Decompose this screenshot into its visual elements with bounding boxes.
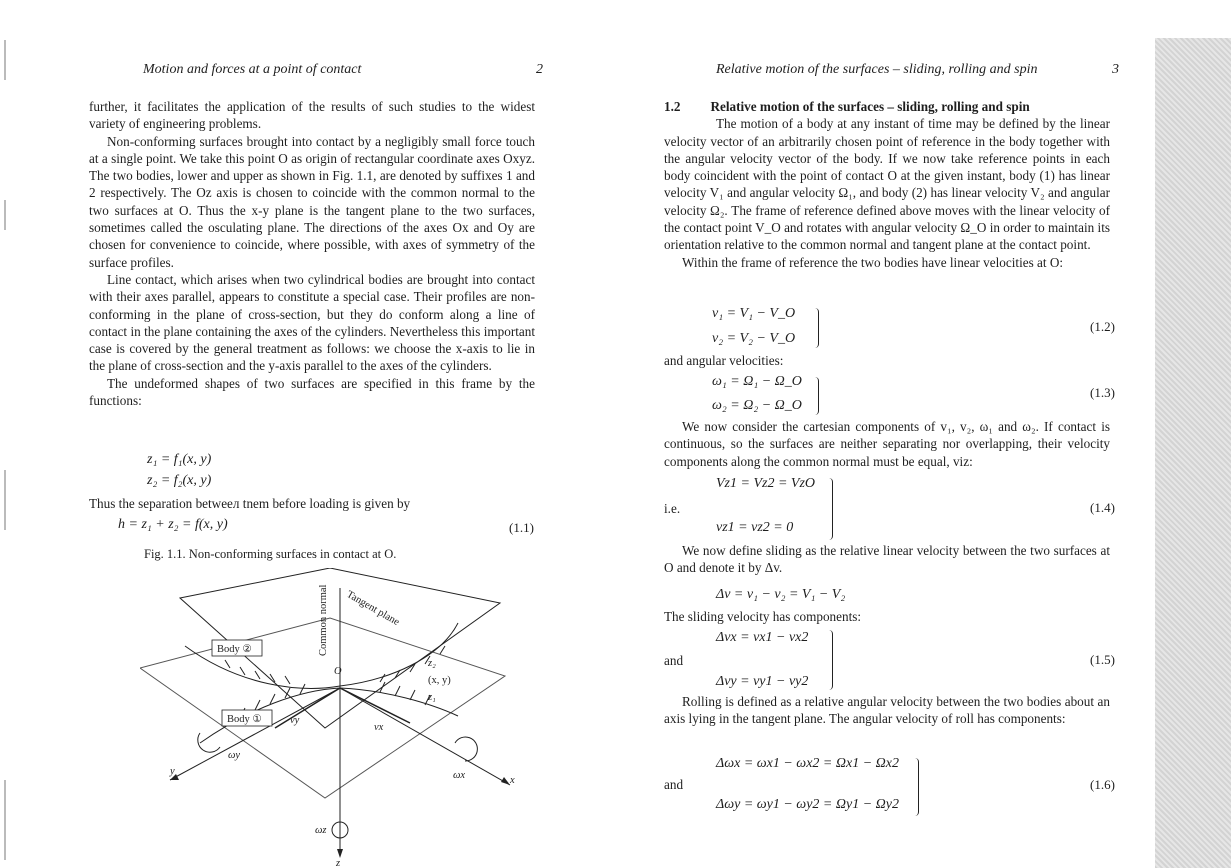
equation-delta-vy: Δvy = vy1 − vy2 [716, 674, 809, 689]
label-y: y [170, 766, 175, 777]
label-origin: O [334, 666, 342, 677]
label-common-normal: Common normal [318, 584, 329, 656]
equation-delta-v: Δv = v₁ − v₂ = V₁ − V₂ [716, 587, 846, 602]
label-wz: ωz [315, 825, 327, 836]
equation-delta-wx: Δωx = ωx1 − ωx2 = Ωx1 − Ωx2 [716, 756, 899, 771]
brace-1-2 [812, 308, 819, 348]
contact-figure [140, 568, 540, 868]
right-paragraph-6-block [664, 693, 1110, 728]
label-vy: vy [290, 715, 300, 726]
equation-Vz: Vz1 = Vz2 = VzO [716, 476, 816, 491]
left-paragraph-4: The undeformed shapes of two surfaces are specified in this frame by the functions: [89, 375, 535, 409]
equation-delta-vx: Δvx = vx1 − vx2 [716, 630, 809, 645]
label-body1: Body ① [227, 714, 262, 725]
and-label-1: and [664, 653, 684, 668]
label-xy: (x, y) [428, 675, 451, 686]
equation-h: h = z₁ + z₂ = f(x, y) [118, 517, 228, 532]
label-z: z [336, 858, 341, 868]
label-z1: z₁ [428, 692, 436, 703]
brace-1-5 [826, 630, 833, 690]
label-vx: vx [374, 722, 384, 733]
brace-1-4 [826, 478, 833, 540]
right-page-number: 3 [1112, 62, 1119, 77]
ie-label: i.e. [664, 501, 681, 516]
figure-caption: Fig. 1.1. Non-conforming surfaces in contact at O. [144, 547, 397, 561]
left-running-header: Motion and forces at a point of contact [143, 62, 362, 77]
y-axis [170, 688, 340, 780]
label-tangent-plane: Tangent plane [344, 589, 402, 629]
label-x: x [510, 775, 515, 786]
right-running-header: Relative motion of the surfaces – sliding, rolling and spin [716, 62, 1038, 77]
equation-number-1-6: (1.6) [1090, 777, 1115, 792]
right-paragraph-5: The sliding velocity has components: [664, 609, 862, 624]
equation-z1: z₁ = f₁(x, y) [147, 452, 212, 467]
label-z2: z₂ [428, 658, 436, 669]
equation-number-1-1: (1.1) [509, 520, 534, 535]
left-paragraph-1: further, it facilitates the application of the results of such studies to the widest variety of engineering problems. [89, 99, 535, 132]
equation-number-1-5: (1.5) [1090, 652, 1115, 667]
section-title: Relative motion of the surfaces – sliding, rolling and spin [710, 99, 1030, 114]
left-body-text [89, 98, 535, 409]
equation-v2: v₂ = V₂ − V_O [712, 331, 796, 346]
equation-w2: ω₂ = Ω₂ − Ω_O [712, 398, 802, 413]
equation-number-1-4: (1.4) [1090, 500, 1115, 515]
separation-text: Thus the separation betweeл tnem before loading is given by [89, 496, 411, 511]
equation-w1: ω₁ = Ω₁ − Ω_O [712, 374, 802, 389]
scan-edge-stripe [1155, 38, 1231, 868]
left-paragraph-3: Line contact, which arises when two cylindrical bodies are brought into contact with their axes parallel, appears to constitute a special case. Their profiles are non-conforming in the plane of cross-section, but they do conform along a line of contact in the plane containing the axes of the cylinders. Nevertheless this important case is covered by the general treatment as follows: we choose the x-axis to lie in the plane of cross-section and the y-axis parallel to the axes of the cylinders. [89, 271, 535, 374]
equation-vz: vz1 = vz2 = 0 [716, 520, 794, 535]
equation-number-1-3: (1.3) [1090, 385, 1115, 400]
brace-1-6 [912, 758, 919, 816]
equation-z2: z₂ = f₂(x, y) [147, 473, 212, 488]
and-label-2: and [664, 777, 684, 792]
label-wy: ωy [228, 750, 241, 761]
angular-text: and angular velocities: [664, 353, 784, 368]
scan-gutter [4, 0, 7, 868]
equation-v1: v₁ = V₁ − V_O [712, 306, 796, 321]
right-paragraph-4-block [664, 542, 1110, 577]
section-number: 1.2 [664, 99, 681, 114]
label-wx: ωx [453, 770, 466, 781]
right-paragraph-1: The motion of a body at any instant of time may be defined by the linear velocity vector of an arbitrarily chosen point of reference in the body together with the angular velocity vector of the body. If we now take reference points in each body coincident with the point of contact O at the given instant, body (1) has linear velocity V₁ and angular velocity Ω₁, and body (2) has linear velocity V₂ and angular velocity Ω₂. The frame of reference defined above moves with the linear velocity of the contact point V_O and rotates with angular velocity Ω_O in order to maintain its orientation relative to the common normal and tangent plane at the contact point. [664, 116, 1110, 253]
right-body-text [664, 98, 1110, 271]
equation-number-1-2: (1.2) [1090, 319, 1115, 334]
right-paragraph-2: Within the frame of reference the two bodies have linear velocities at O: [682, 254, 1064, 270]
right-paragraph-6: Rolling is defined as a relative angular velocity between the two bodies about an axis lying in the tangent plane. The angular velocity of roll has components: [664, 694, 1110, 727]
label-body2: Body ② [217, 644, 252, 655]
left-page-number: 2 [536, 62, 543, 77]
right-paragraph-4: We now define sliding as the relative linear velocity between the two surfaces at O and denote it by Δv. [664, 543, 1110, 576]
brace-1-3 [812, 377, 819, 415]
left-paragraph-2: Non-conforming surfaces brought into contact by a negligibly small force touch at a single point. We take this point O as origin of rectangular coordinate axes Oxyz. The two bodies, lower and upper as shown in Fig. 1.1, are denoted by suffixes 1 and 2 respectively. The Oz axis is chosen to coincide with the common normal to the two surfaces at O. Thus the x-y plane is the tangent plane to the two surfaces, sometimes called the osculating plane. The directions of the axes Ox and Oy are chosen for convenience to coincide, where possible, with axes of symmetry of the surface profiles. [89, 133, 535, 270]
right-paragraph-3: We now consider the cartesian components of v₁, v₂, ω₁ and ω₂. If contact is continuous, so the surfaces are neither separating nor overlapping, their velocity components along the common normal must be equal, viz: [664, 419, 1110, 469]
equation-delta-wy: Δωy = ωy1 − ωy2 = Ωy1 − Ωy2 [716, 797, 899, 812]
right-paragraph-3-block [664, 418, 1110, 470]
